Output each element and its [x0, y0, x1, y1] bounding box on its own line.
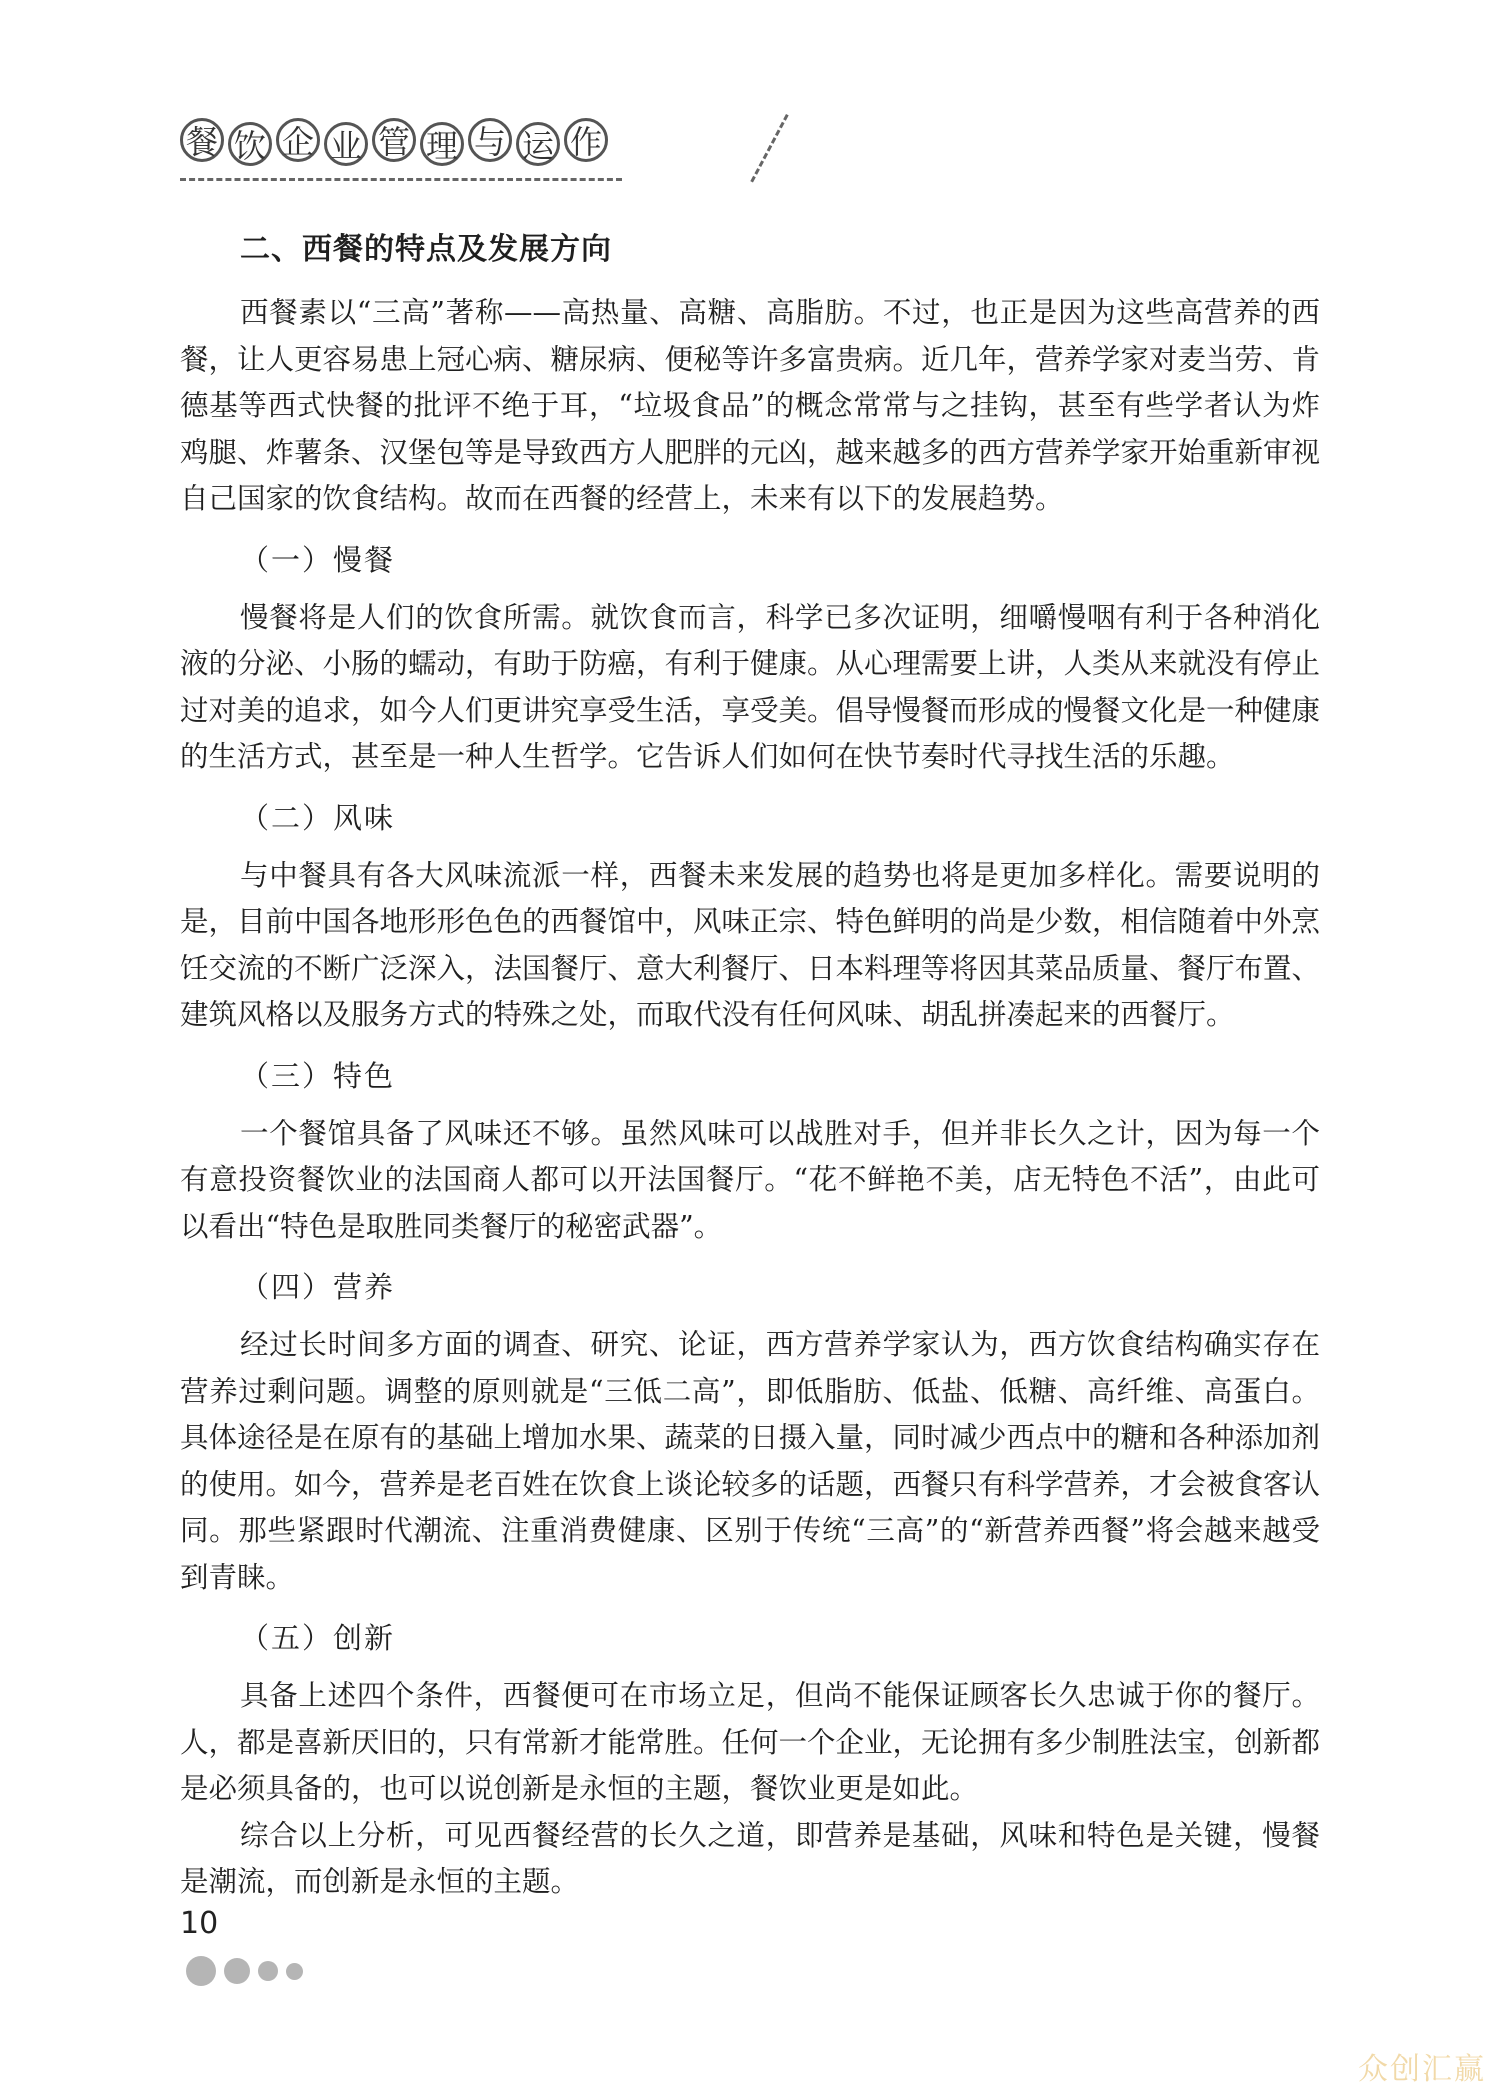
paragraph: 经过长时间多方面的调查、研究、论证，西方营养学家认为，西方饮食结构确实存在营养过剩问题。调整的原则就是“三低二高”，即低脂肪、低盐、低糖、高纤维、高蛋白。具体途径是在原有的基础上增加水果、蔬菜的日摄入量，同时减少西点中的糖和各种添加剂的使用。如今，营养是老百姓在饮食上谈论较多的话题，西餐只有科学营养，才会被食客认同。那些紧跟时代潮流、注重消费健康、区别于传统“三高”的“新营养西餐”将会越来越受到青睐。: [180, 1328, 1321, 1594]
subsection-title-slow-food: （一）慢餐: [240, 542, 396, 577]
watermark: 众创汇赢: [1358, 2052, 1486, 2087]
page-number: 10: [180, 1906, 219, 1941]
header-char: 管: [372, 118, 416, 162]
paragraph: 慢餐将是人们的饮食所需。就饮食而言，科学已多次证明，细嚼慢咽有利于各种消化液的分泌、小肠的蠕动，有助于防癌，有利于健康。从心理需要上讲，人类从来就没有停止过对美的追求，如今人们更讲究享受生活，享受美。倡导慢餐而形成的慢餐文化是一种健康的生活方式，甚至是一种人生哲学。它告诉人们如何在快节奏时代寻找生活的乐趣。: [180, 600, 1321, 773]
header-char: 饮: [228, 122, 272, 166]
footer-dot: [224, 1958, 250, 1984]
footer-dot: [286, 1963, 303, 1980]
header-char: 作: [564, 118, 608, 162]
header-char: 运: [516, 122, 560, 166]
header-char: 企: [276, 118, 320, 162]
subsection-title-innovation: （五）创新: [240, 1621, 396, 1655]
header-title: [180, 118, 608, 165]
paragraph: 与中餐具有各大风味流派一样，西餐未来发展的趋势也将是更加多样化。需要说明的是，目前中国各地形形色色的西餐馆中，风味正宗、特色鲜明的尚是少数，相信随着中外烹饪交流的不断广泛深入，法国餐厅、意大利餐厅、日本料理等将因其菜品质量、餐厅布置、建筑风格以及服务方式的特殊之处，而取代没有任何风味、胡乱拼凑起来的西餐厅。: [180, 858, 1321, 1031]
subsection-title-feature: （三）特色: [240, 1058, 396, 1093]
subsection-title-flavor: （二）风味: [240, 800, 396, 835]
paragraph: 综合以上分析，可见西餐经营的长久之道，即营养是基础，风味和特色是关键，慢餐是潮流，而创新是永恒的主题。: [180, 1818, 1320, 1898]
header-char: 业: [324, 122, 368, 166]
footer-dots-decoration: [186, 1956, 303, 1986]
section-title: 二、西餐的特点及发展方向: [240, 232, 612, 267]
intro-paragraph: 西餐素以“三高”著称——高热量、高糖、高脂肪。不过，也正是因为这些高营养的西餐，让人更容易患上冠心病、糖尿病、便秘等许多富贵病。近几年，营养学家对麦当劳、肯德基等西式快餐的批评不绝于耳，“垃圾食品”的概念常常与之挂钩，甚至有些学者认为炸鸡腿、炸薯条、汉堡包等是导致西方人肥胖的元凶，越来越多的西方营养学家开始重新审视自己国家的饮食结构。故而在西餐的经营上，未来有以下的发展趋势。: [180, 296, 1321, 515]
running-header: [180, 118, 640, 182]
header-dashed-slash: [750, 114, 788, 183]
header-char: 与: [468, 118, 512, 162]
header-dashed-rule: [180, 178, 622, 181]
header-char: 餐: [180, 118, 224, 162]
page-body: [180, 210, 1320, 1906]
paragraph: 具备上述四个条件，西餐便可在市场立足，但尚不能保证顾客长久忠诚于你的餐厅。人，都是喜新厌旧的，只有常新才能常胜。任何一个企业，无论拥有多少制胜法宝，创新都是必须具备的，也可以说创新是永恒的主题，餐饮业更是如此。: [180, 1679, 1321, 1805]
paragraph: 一个餐馆具备了风味还不够。虽然风味可以战胜对手，但并非长久之计，因为每一个有意投资餐饮业的法国商人都可以开法国餐厅。“花不鲜艳不美，店无特色不活”，由此可以看出“特色是取胜同类餐厅的秘密武器”。: [180, 1116, 1320, 1243]
header-char: 理: [420, 122, 464, 166]
footer-dot: [258, 1961, 278, 1981]
subsection-title-nutrition: （四）营养: [240, 1270, 396, 1304]
footer-dot: [186, 1956, 216, 1986]
